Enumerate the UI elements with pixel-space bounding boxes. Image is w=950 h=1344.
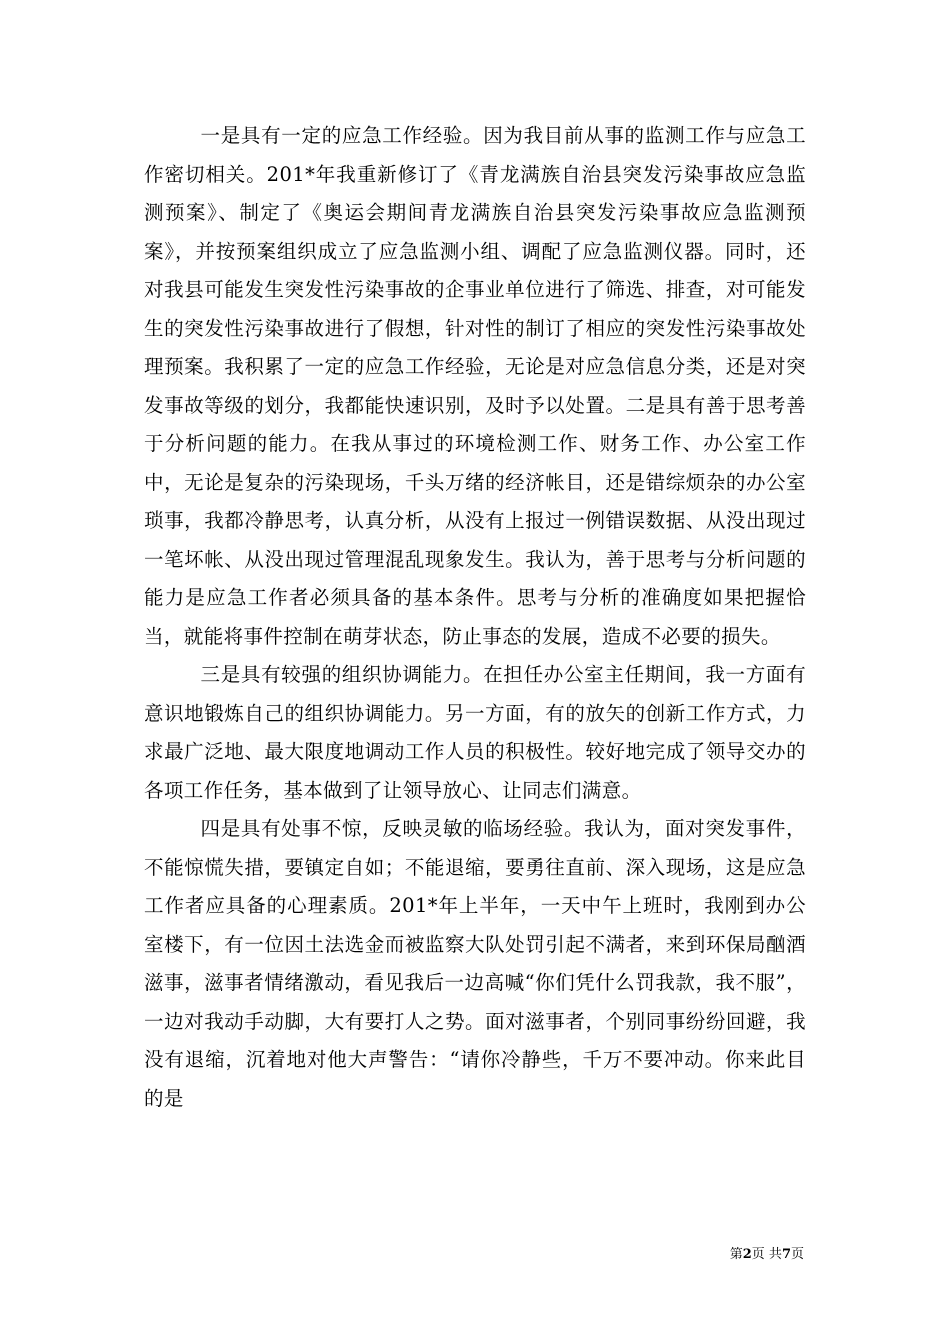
paragraph-2: 三是具有较强的组织协调能力。在担任办公室主任期间，我一方面有意识地锻炼自己的组织协调能力。另一方面，有的放矢的创新工作方式，力求最广泛地、最大限度地调动工作人员的积极性。较好地完成了领导交办的各项工作任务，基本做到了让领导放心、让同志们满意。	[144, 663, 806, 802]
paragraph-1: 一是具有一定的应急工作经验。因为我目前从事的监测工作与应急工作密切相关。201*年我重新修订了《青龙满族自治县突发污染事故应急监测预案》、制定了《奥运会期间青龙满族自治县突发污染事故应急监测预案》，并按预案组织成立了应急监测小组、调配了应急监测仪器。同时，还对我县可能发生突发性污染事故的企事业单位进行了筛选、排查，对可能发生的突发性污染事故进行了假想，针对性的制订了相应的突发性污染事故处理预案。我积累了一定的应急工作经验，无论是对应急信息分类，还是对突发事故等级的划分，我都能快速识别，及时予以处置。二是具有善于思考善于分析问题的能力。在我从事过的环境检测工作、财务工作、办公室工作中，无论是复杂的污染现场，千头万绪的经济帐目，还是错综烦杂的办公室琐事，我都冷静思考，认真分析，从没有上报过一例错误数据、从没出现过一笔坏帐、从没出现过管理混乱现象发生。我认为，善于思考与分析问题的能力是应急工作者必须具备的基本条件。思考与分析的准确度如果把握恰当，就能将事件控制在萌芽状态，防止事态的发展，造成不必要的损失。	[144, 124, 806, 648]
footer-prefix: 第	[729, 1247, 743, 1262]
current-page-number: 2	[742, 1247, 752, 1262]
total-pages-number: 7	[781, 1247, 791, 1262]
document-body	[144, 117, 806, 1118]
footer-suffix: 页	[790, 1247, 804, 1262]
page-number-footer	[730, 1247, 804, 1263]
footer-middle: 页 共	[751, 1247, 782, 1262]
paragraph-3: 四是具有处事不惊，反映灵敏的临场经验。我认为，面对突发事件，不能惊慌失措，要镇定自如；不能退缩，要勇往直前、深入现场，这是应急工作者应具备的心理素质。201*年上半年，一天中午上班时，我刚到办公室楼下，有一位因土法选金而被监察大队处罚引起不满者，来到环保局酗酒滋事，滋事者情绪激动，看见我后一边高喊“你们凭什么罚我款，我不服”，一边对我动手动脚，大有要打人之势。面对滋事者，个别同事纷纷回避，我没有退缩，沉着地对他大声警告：“请你冷静些，千万不要冲动。你来此目的是	[144, 817, 806, 1110]
